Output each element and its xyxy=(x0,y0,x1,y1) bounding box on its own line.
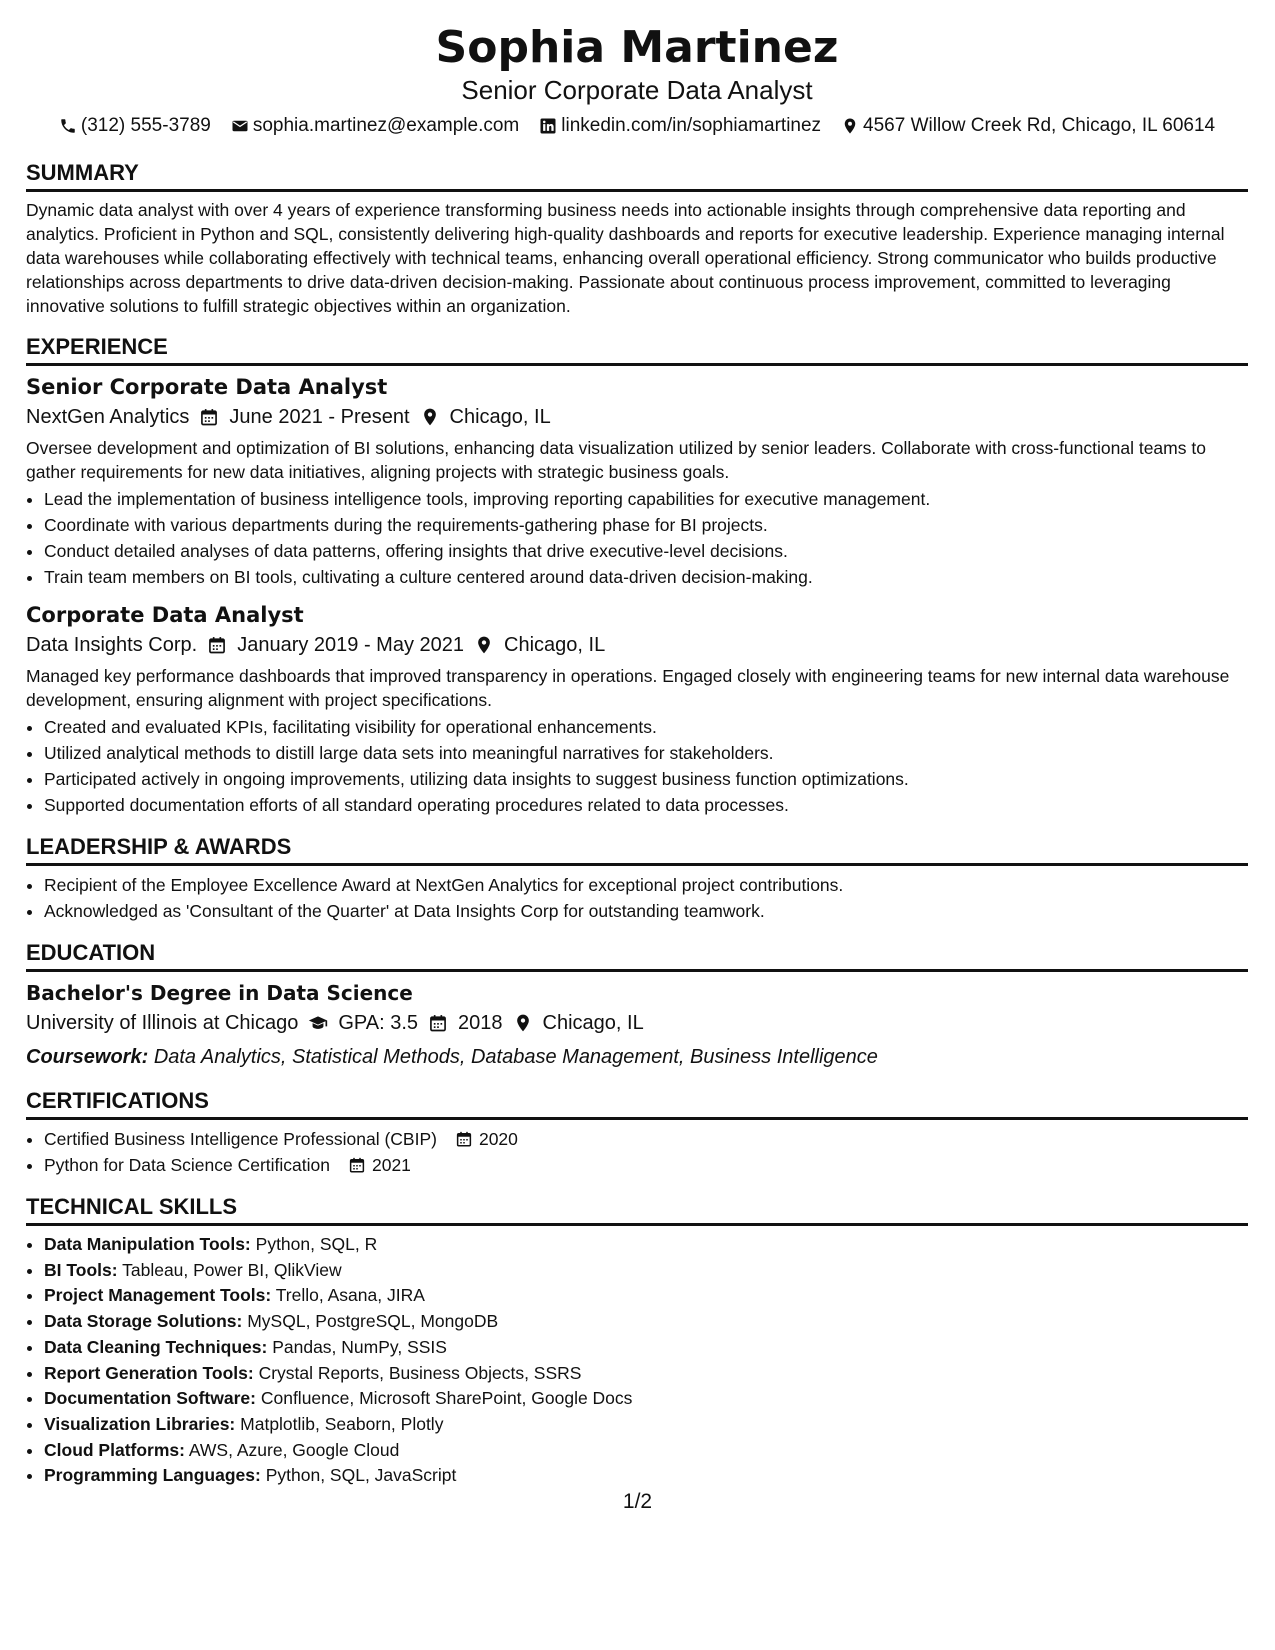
skill-value: Pandas, NumPy, SSIS xyxy=(272,1336,447,1357)
skill-label: Visualization Libraries: xyxy=(44,1413,236,1434)
list-item xyxy=(44,1152,1248,1178)
map-marker-icon xyxy=(474,635,494,655)
list-item: • Supported documentation efforts of all standard operating procedures related to data processes. xyxy=(44,792,1248,818)
list-item xyxy=(44,1335,1248,1361)
school-name: University of Illinois at Chicago xyxy=(26,1012,299,1034)
map-marker-icon xyxy=(420,407,440,427)
skill-label: Project Management Tools: xyxy=(44,1285,272,1306)
linkedin-link[interactable]: linkedin.com/in/sophiamartinez xyxy=(561,115,822,136)
graduation-cap-icon xyxy=(308,1013,328,1033)
leadership-list xyxy=(26,872,1248,924)
certification-name: • Python for Data Science Certification xyxy=(44,1155,330,1175)
resume-page xyxy=(26,18,1248,1489)
section-heading-summary: SUMMARY xyxy=(26,158,1248,192)
list-item: • Conduct detailed analyses of data patterns, offering insights that drive executive-level decisions. xyxy=(44,538,1248,564)
job-entry xyxy=(26,372,1248,590)
job-meta xyxy=(26,630,1248,660)
certifications-section xyxy=(26,1086,1248,1178)
coursework-label: Coursework: xyxy=(26,1046,149,1068)
education-meta xyxy=(26,1008,1248,1038)
graduation-year: 2018 xyxy=(458,1012,503,1034)
gpa-text: GPA: 3.5 xyxy=(338,1012,419,1034)
section-heading-leadership: LEADERSHIP & AWARDS xyxy=(26,832,1248,866)
school-location: Chicago, IL xyxy=(542,1012,644,1034)
list-item xyxy=(44,1258,1248,1284)
list-item: • Recipient of the Employee Excellence Award at NextGen Analytics for exceptional project contributions. xyxy=(44,872,1248,898)
job-location: Chicago, IL xyxy=(504,634,606,656)
skill-label: Report Generation Tools: xyxy=(44,1362,254,1383)
calendar-icon xyxy=(207,635,227,655)
skill-label: Cloud Platforms: xyxy=(44,1439,185,1460)
skill-value: Trello, Asana, JIRA xyxy=(275,1285,425,1306)
list-item: • Coordinate with various departments during the requirements-gathering phase for BI projects. xyxy=(44,512,1248,538)
coursework-line xyxy=(26,1042,1248,1072)
phone-text: (312) 555-3789 xyxy=(80,115,211,136)
list-item: • Lead the implementation of business intelligence tools, improving reporting capabilities for executive management. xyxy=(44,486,1248,512)
list-item xyxy=(44,1438,1248,1464)
list-item xyxy=(44,1386,1248,1412)
contact-phone xyxy=(59,112,211,140)
job-company: Data Insights Corp. xyxy=(26,634,198,656)
list-item xyxy=(44,1463,1248,1489)
contact-bar xyxy=(26,112,1248,140)
skill-value: AWS, Azure, Google Cloud xyxy=(188,1439,400,1460)
coursework-text: Data Analytics, Statistical Methods, Database Management, Business Intelligence xyxy=(153,1046,878,1068)
skill-label: Data Cleaning Techniques: xyxy=(44,1336,268,1357)
skill-value: Tableau, Power BI, QlikView xyxy=(122,1259,342,1280)
skill-value: Matplotlib, Seaborn, Plotly xyxy=(240,1413,444,1434)
skill-label: Programming Languages: xyxy=(44,1465,261,1486)
job-description: Managed key performance dashboards that improved transparency in operations. Engaged closely with engineering teams for new internal data warehouse development, ensuring alignment with project specifications. xyxy=(26,666,1230,710)
list-item xyxy=(44,1412,1248,1438)
candidate-title: Senior Corporate Data Analyst xyxy=(461,75,813,105)
job-dates: January 2019 - May 2021 xyxy=(237,634,465,656)
education-section xyxy=(26,938,1248,1072)
job-company: NextGen Analytics xyxy=(26,406,190,428)
certifications-list xyxy=(26,1126,1248,1178)
skill-label: Data Manipulation Tools: xyxy=(44,1234,251,1254)
job-bullets xyxy=(26,486,1248,590)
list-item: • Participated actively in ongoing improvements, utilizing data insights to suggest business function optimizations. xyxy=(44,766,1248,792)
leadership-section xyxy=(26,832,1248,924)
job-meta xyxy=(26,402,1248,432)
list-item: • Utilized analytical methods to distill large data sets into meaningful narratives for stakeholders. xyxy=(44,740,1248,766)
map-marker-icon xyxy=(841,117,859,135)
section-heading-skills: TECHNICAL SKILLS xyxy=(26,1192,1248,1226)
job-location: Chicago, IL xyxy=(449,406,551,428)
address-text: 4567 Willow Creek Rd, Chicago, IL 60614 xyxy=(863,115,1216,136)
skill-label: Data Storage Solutions: xyxy=(44,1311,243,1332)
summary-text: Dynamic data analyst with over 4 years of experience transforming business needs into actionable insights through comprehensive data reporting and analytics. Proficient in Python and SQL, consistently delivering high-quality dashboards and reports for executive leadership. Experience managing internal data warehouses while collaborating effectively with technical teams, enhancing overall operational efficiency. Strong communicator who builds productive relationships across departments to drive data-driven decision-making. Passionate about continuous process improvement, committed to leveraging innovative solutions to fulfill strategic objectives within an organization. xyxy=(26,200,1225,316)
certification-name: • Certified Business Intelligence Professional (CBIP) xyxy=(44,1129,437,1149)
job-dates: June 2021 - Present xyxy=(229,406,410,428)
linkedin-icon xyxy=(539,117,557,135)
email-link[interactable]: sophia.martinez@example.com xyxy=(252,115,520,136)
calendar-icon xyxy=(348,1156,366,1174)
degree-title: Bachelor's Degree in Data Science xyxy=(26,981,413,1005)
list-item xyxy=(44,1232,1248,1258)
list-item: • Created and evaluated KPIs, facilitating visibility for operational enhancements. xyxy=(44,714,1248,740)
certification-row xyxy=(44,1152,411,1178)
page-number: 1/2 xyxy=(622,1490,653,1513)
skill-value: Python, SQL, R xyxy=(255,1234,378,1254)
list-item: • Train team members on BI tools, cultivating a culture centered around data-driven decision-making. xyxy=(44,564,1248,590)
calendar-icon xyxy=(455,1130,473,1148)
contact-linkedin[interactable] xyxy=(539,112,821,140)
map-marker-icon xyxy=(513,1013,533,1033)
list-item xyxy=(44,1361,1248,1387)
phone-icon xyxy=(59,117,77,135)
job-description: Oversee development and optimization of BI solutions, enhancing data visualization utilized by senior leaders. Collaborate with cross-functional teams to gather requirements for new data initiatives, aligning projects with strategic business goals. xyxy=(26,438,1206,482)
certification-year: 2020 xyxy=(478,1129,518,1149)
list-item xyxy=(44,1309,1248,1335)
skill-label: BI Tools: xyxy=(44,1259,118,1280)
candidate-name: Sophia Martinez xyxy=(435,22,839,73)
skill-label: Documentation Software: xyxy=(44,1388,256,1409)
list-item: • Acknowledged as 'Consultant of the Quarter' at Data Insights Corp for outstanding teamwork. xyxy=(44,898,1248,924)
envelope-icon xyxy=(231,117,249,135)
section-heading-experience: EXPERIENCE xyxy=(26,332,1248,366)
skills-section xyxy=(26,1192,1248,1489)
job-title: Corporate Data Analyst xyxy=(26,603,304,627)
contact-email[interactable] xyxy=(231,112,519,140)
job-title: Senior Corporate Data Analyst xyxy=(26,375,388,399)
skill-value: MySQL, PostgreSQL, MongoDB xyxy=(247,1311,499,1332)
section-heading-certifications: CERTIFICATIONS xyxy=(26,1086,1248,1120)
contact-address xyxy=(841,112,1215,140)
job-entry xyxy=(26,600,1248,818)
list-item xyxy=(44,1126,1248,1152)
certification-row xyxy=(44,1126,518,1152)
job-bullets xyxy=(26,714,1248,818)
summary-section xyxy=(26,158,1248,318)
list-item xyxy=(44,1283,1248,1309)
skill-value: Python, SQL, JavaScript xyxy=(265,1465,457,1486)
skill-value: Crystal Reports, Business Objects, SSRS xyxy=(258,1362,582,1383)
section-heading-education: EDUCATION xyxy=(26,938,1248,972)
certification-year: 2021 xyxy=(371,1155,411,1175)
skill-value: Confluence, Microsoft SharePoint, Google Docs xyxy=(260,1388,633,1409)
skills-list xyxy=(26,1232,1248,1489)
resume-header xyxy=(26,22,1248,140)
experience-section xyxy=(26,332,1248,818)
calendar-icon xyxy=(199,407,219,427)
calendar-icon xyxy=(428,1013,448,1033)
